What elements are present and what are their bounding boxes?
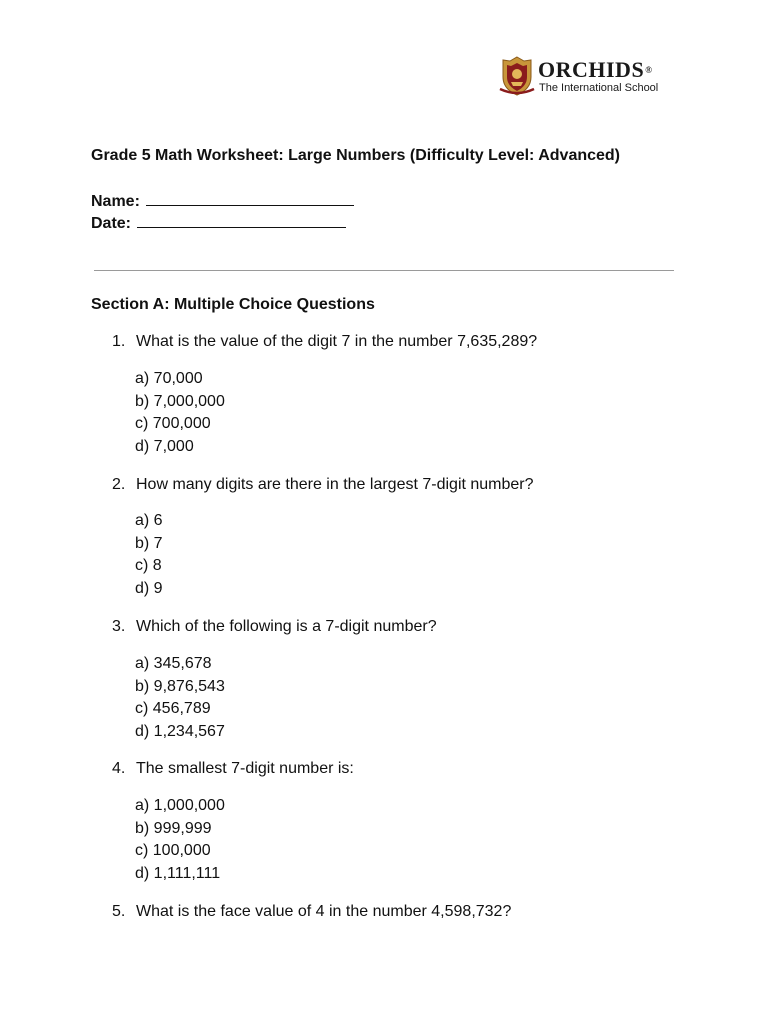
option-c: c) 100,000	[135, 842, 211, 859]
date-label: Date:	[91, 215, 132, 232]
question-text: What is the value of the digit 7 in the number 7,635,289?	[136, 333, 538, 350]
option-a: a) 70,000	[135, 370, 203, 387]
question-number: 3.	[112, 618, 126, 635]
option-c: c) 8	[135, 557, 162, 574]
option-b: b) 7,000,000	[135, 392, 225, 410]
question-text: What is the face value of 4 in the number 4,598,732?	[136, 903, 512, 920]
option-b: b) 7	[135, 534, 163, 552]
option-a: a) 6	[135, 512, 163, 529]
question-text: How many digits are there in the largest 7-digit number?	[136, 476, 534, 493]
option-c: c) 700,000	[135, 415, 211, 432]
section-a-heading: Section A: Multiple Choice Questions	[91, 296, 375, 313]
crest-icon	[498, 55, 536, 97]
question-5	[112, 902, 511, 922]
question-2-options	[135, 510, 163, 600]
option-b: b) 999,999	[135, 819, 212, 837]
horizontal-divider	[94, 270, 674, 271]
question-4-options	[135, 795, 225, 885]
registered-mark: ®	[645, 65, 653, 75]
name-field	[91, 191, 354, 212]
date-field	[91, 213, 346, 234]
question-1-options	[135, 368, 225, 458]
logo-subtitle: The International School	[539, 82, 659, 94]
question-2	[112, 475, 534, 495]
question-text: The smallest 7-digit number is:	[136, 760, 354, 777]
orchids-logo	[498, 55, 683, 99]
option-d: d) 9	[135, 579, 163, 597]
option-d: d) 1,234,567	[135, 722, 225, 740]
logo-wordmark: ORCHIDS®	[538, 57, 653, 82]
question-3-options	[135, 653, 225, 743]
question-4	[112, 759, 354, 779]
option-a: a) 345,678	[135, 655, 212, 672]
question-1	[112, 332, 537, 352]
question-number: 4.	[112, 760, 126, 777]
question-number: 1.	[112, 333, 126, 350]
worksheet-title: Grade 5 Math Worksheet: Large Numbers (Difficulty Level: Advanced)	[91, 147, 621, 164]
question-number: 2.	[112, 476, 126, 493]
option-a: a) 1,000,000	[135, 797, 225, 814]
question-text: Which of the following is a 7-digit number?	[136, 618, 437, 635]
date-blank-line	[137, 213, 346, 228]
option-d: d) 1,111,111	[135, 864, 221, 882]
option-b: b) 9,876,543	[135, 677, 225, 695]
option-d: d) 7,000	[135, 437, 194, 455]
question-number: 5.	[112, 903, 126, 920]
name-label: Name:	[91, 193, 140, 210]
name-blank-line	[146, 191, 354, 206]
question-3	[112, 617, 437, 637]
option-c: c) 456,789	[135, 700, 211, 717]
